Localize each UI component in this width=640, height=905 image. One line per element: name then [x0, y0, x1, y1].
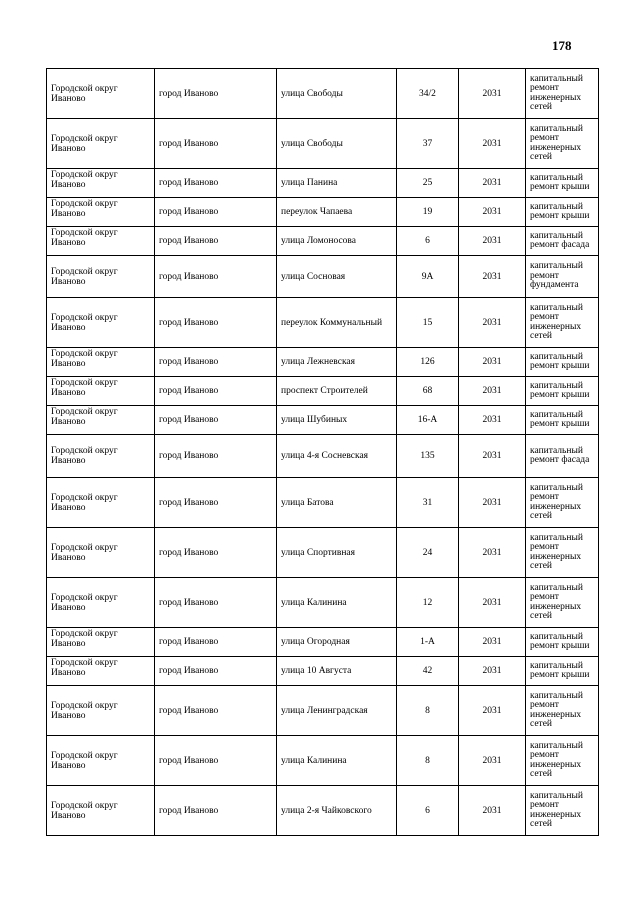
cell-okrug: Городской округ Иваново — [47, 406, 155, 435]
cell-street: улица Калинина — [277, 578, 397, 628]
table-row — [47, 478, 599, 528]
cell-work-type: капитальный ремонт крыши — [526, 198, 599, 227]
cell-city: город Иваново — [155, 657, 277, 686]
cell-work-type: капитальный ремонт фундамента — [526, 256, 599, 298]
cell-street: улица Свободы — [277, 69, 397, 119]
cell-year: 2031 — [459, 406, 526, 435]
cell-house-number: 135 — [397, 435, 459, 478]
cell-work-type: капитальный ремонт инженерных сетей — [526, 69, 599, 119]
cell-house-number: 12 — [397, 578, 459, 628]
cell-street: улица Свободы — [277, 119, 397, 169]
cell-street: улица Ломоносова — [277, 227, 397, 256]
cell-city: город Иваново — [155, 119, 277, 169]
cell-city: город Иваново — [155, 628, 277, 657]
cell-year: 2031 — [459, 578, 526, 628]
cell-okrug: Городской округ Иваново — [47, 169, 155, 198]
table-row — [47, 69, 599, 119]
cell-okrug: Городской округ Иваново — [47, 227, 155, 256]
cell-house-number: 6 — [397, 786, 459, 836]
table-row — [47, 256, 599, 298]
cell-year: 2031 — [459, 69, 526, 119]
cell-street: проспект Строителей — [277, 377, 397, 406]
table-row — [47, 435, 599, 478]
cell-year: 2031 — [459, 256, 526, 298]
table-row — [47, 198, 599, 227]
cell-street: улица Панина — [277, 169, 397, 198]
cell-work-type: капитальный ремонт инженерных сетей — [526, 686, 599, 736]
cell-year: 2031 — [459, 169, 526, 198]
cell-city: город Иваново — [155, 736, 277, 786]
cell-year: 2031 — [459, 298, 526, 348]
cell-house-number: 68 — [397, 377, 459, 406]
cell-work-type: капитальный ремонт инженерных сетей — [526, 736, 599, 786]
table-row — [47, 736, 599, 786]
cell-work-type: капитальный ремонт инженерных сетей — [526, 578, 599, 628]
table-row — [47, 686, 599, 736]
cell-city: город Иваново — [155, 478, 277, 528]
cell-okrug: Городской округ Иваново — [47, 119, 155, 169]
cell-house-number: 24 — [397, 528, 459, 578]
cell-okrug: Городской округ Иваново — [47, 686, 155, 736]
cell-house-number: 31 — [397, 478, 459, 528]
cell-work-type: капитальный ремонт крыши — [526, 377, 599, 406]
cell-house-number: 6 — [397, 227, 459, 256]
cell-city: город Иваново — [155, 348, 277, 377]
cell-work-type: капитальный ремонт крыши — [526, 657, 599, 686]
cell-city: город Иваново — [155, 69, 277, 119]
cell-year: 2031 — [459, 528, 526, 578]
cell-okrug: Городской округ Иваново — [47, 377, 155, 406]
cell-year: 2031 — [459, 119, 526, 169]
cell-city: город Иваново — [155, 227, 277, 256]
cell-work-type: капитальный ремонт крыши — [526, 406, 599, 435]
table-row — [47, 528, 599, 578]
cell-year: 2031 — [459, 348, 526, 377]
table-row — [47, 657, 599, 686]
cell-house-number: 15 — [397, 298, 459, 348]
cell-okrug: Городской округ Иваново — [47, 298, 155, 348]
cell-street: улица 10 Августа — [277, 657, 397, 686]
cell-year: 2031 — [459, 628, 526, 657]
cell-city: город Иваново — [155, 169, 277, 198]
cell-work-type: капитальный ремонт крыши — [526, 169, 599, 198]
table-row — [47, 348, 599, 377]
cell-street: улица Батова — [277, 478, 397, 528]
cell-house-number: 37 — [397, 119, 459, 169]
cell-street: улица Лежневская — [277, 348, 397, 377]
cell-work-type: капитальный ремонт инженерных сетей — [526, 298, 599, 348]
table-row — [47, 169, 599, 198]
cell-city: город Иваново — [155, 256, 277, 298]
table-row — [47, 119, 599, 169]
cell-city: город Иваново — [155, 686, 277, 736]
cell-house-number: 42 — [397, 657, 459, 686]
cell-okrug: Городской округ Иваново — [47, 736, 155, 786]
cell-city: город Иваново — [155, 377, 277, 406]
table-row — [47, 786, 599, 836]
cell-house-number: 34/2 — [397, 69, 459, 119]
table-row — [47, 227, 599, 256]
cell-house-number: 9А — [397, 256, 459, 298]
cell-year: 2031 — [459, 435, 526, 478]
cell-city: город Иваново — [155, 578, 277, 628]
cell-street: улица Калинина — [277, 736, 397, 786]
cell-okrug: Городской округ Иваново — [47, 786, 155, 836]
registry-table-body — [47, 69, 599, 836]
cell-city: город Иваново — [155, 406, 277, 435]
cell-year: 2031 — [459, 478, 526, 528]
cell-street: улица Сосновая — [277, 256, 397, 298]
cell-okrug: Городской округ Иваново — [47, 578, 155, 628]
cell-okrug: Городской округ Иваново — [47, 69, 155, 119]
table-row — [47, 578, 599, 628]
page-number: 178 — [552, 38, 572, 53]
cell-work-type: капитальный ремонт инженерных сетей — [526, 786, 599, 836]
cell-city: город Иваново — [155, 528, 277, 578]
cell-street: переулок Чапаева — [277, 198, 397, 227]
cell-street: улица 4-я Сосневская — [277, 435, 397, 478]
cell-work-type: капитальный ремонт фасада — [526, 435, 599, 478]
cell-work-type: капитальный ремонт инженерных сетей — [526, 119, 599, 169]
cell-year: 2031 — [459, 657, 526, 686]
cell-okrug: Городской округ Иваново — [47, 435, 155, 478]
cell-house-number: 126 — [397, 348, 459, 377]
cell-house-number: 25 — [397, 169, 459, 198]
cell-house-number: 16-А — [397, 406, 459, 435]
table-row — [47, 298, 599, 348]
cell-street: улица 2-я Чайковского — [277, 786, 397, 836]
cell-house-number: 19 — [397, 198, 459, 227]
cell-street: улица Огородная — [277, 628, 397, 657]
cell-okrug: Городской округ Иваново — [47, 256, 155, 298]
cell-year: 2031 — [459, 377, 526, 406]
cell-year: 2031 — [459, 786, 526, 836]
cell-city: город Иваново — [155, 435, 277, 478]
cell-street: улица Шубиных — [277, 406, 397, 435]
cell-city: город Иваново — [155, 198, 277, 227]
cell-house-number: 8 — [397, 736, 459, 786]
cell-year: 2031 — [459, 198, 526, 227]
cell-year: 2031 — [459, 227, 526, 256]
cell-house-number: 1-А — [397, 628, 459, 657]
cell-okrug: Городской округ Иваново — [47, 198, 155, 227]
cell-street: улица Спортивная — [277, 528, 397, 578]
cell-work-type: капитальный ремонт фасада — [526, 227, 599, 256]
cell-work-type: капитальный ремонт инженерных сетей — [526, 528, 599, 578]
cell-okrug: Городской округ Иваново — [47, 478, 155, 528]
cell-year: 2031 — [459, 686, 526, 736]
cell-work-type: капитальный ремонт крыши — [526, 348, 599, 377]
cell-city: город Иваново — [155, 298, 277, 348]
cell-street: улица Ленинградская — [277, 686, 397, 736]
table-row — [47, 377, 599, 406]
cell-okrug: Городской округ Иваново — [47, 528, 155, 578]
cell-city: город Иваново — [155, 786, 277, 836]
cell-street: переулок Коммунальный — [277, 298, 397, 348]
table-row — [47, 628, 599, 657]
cell-house-number: 8 — [397, 686, 459, 736]
cell-okrug: Городской округ Иваново — [47, 348, 155, 377]
registry-table — [46, 68, 599, 836]
cell-work-type: капитальный ремонт инженерных сетей — [526, 478, 599, 528]
cell-okrug: Городской округ Иваново — [47, 628, 155, 657]
cell-okrug: Городской округ Иваново — [47, 657, 155, 686]
cell-year: 2031 — [459, 736, 526, 786]
cell-work-type: капитальный ремонт крыши — [526, 628, 599, 657]
table-row — [47, 406, 599, 435]
